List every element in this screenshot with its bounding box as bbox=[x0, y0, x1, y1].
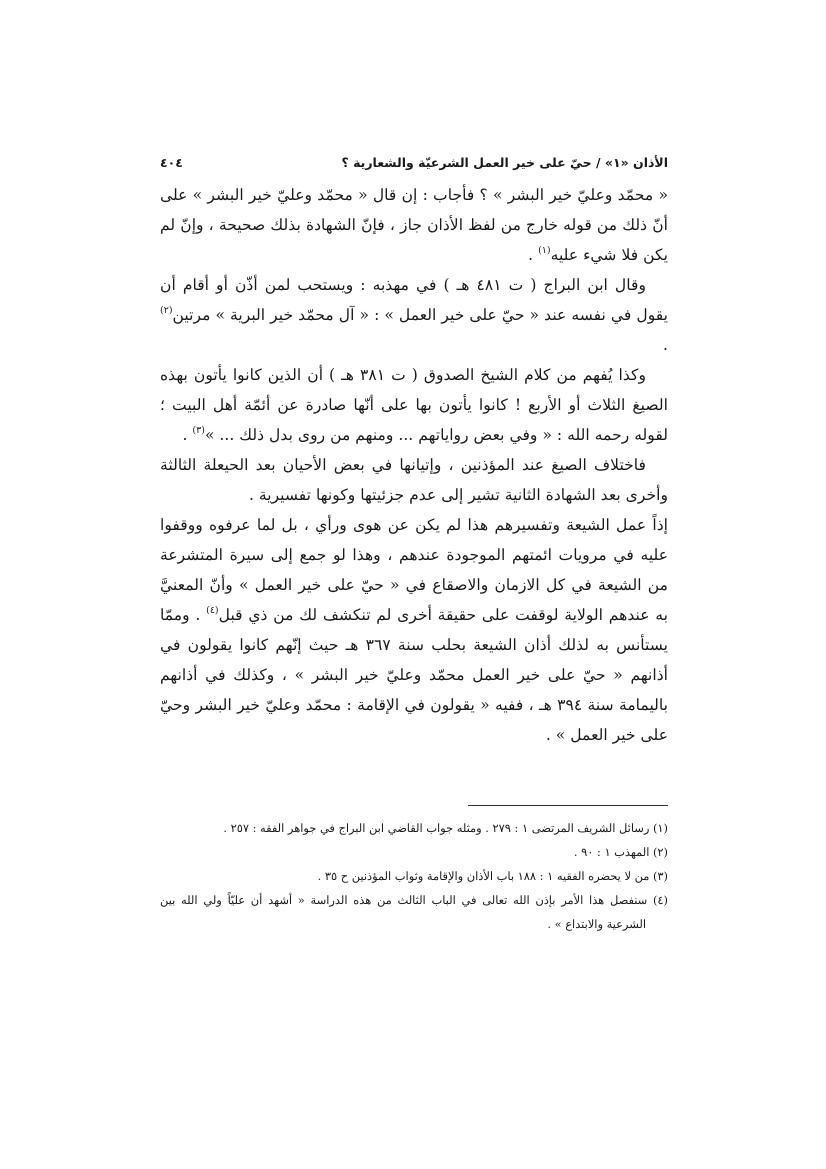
footnote-1: (١) رسائل الشريف المرتضى ١ : ٢٧٩ . ومثله جواب القاضي ابن البراج في جواهر الفقه : ٢٥٧ . bbox=[223, 821, 668, 835]
paragraph-5-continuation: . وممّا يستأنس به لذلك أذان الشيعة بحلب سنة ٣٦٧ هـ حيث إنّهم كانوا يقولون في أذانهم « حيّ على خير العمل محمّد وعليّ خير البشر » ، وكذلك في أذانهم باليمامة سنة ٣٩٤ هـ ، ففيه « يقولون في الإقامة : محمّد وعليّ خير البشر وحيّ على خير العمل » . bbox=[160, 606, 669, 744]
paragraph-2 bbox=[160, 270, 668, 360]
footnote-marker-2: (٢) bbox=[160, 305, 173, 316]
footnote-marker-3: (٣) bbox=[192, 425, 205, 436]
footnotes bbox=[160, 816, 668, 936]
footnote-separator bbox=[468, 805, 668, 806]
paragraph-1 bbox=[160, 180, 668, 270]
footnote-marker-1: (١) bbox=[538, 245, 551, 256]
running-title: الأذان «١» / حيّ على خير العمل الشرعيّة والشعارية ؟ bbox=[341, 154, 668, 170]
book-page bbox=[160, 148, 668, 1128]
paragraph-3-text: وكذا يُفهم من كلام الشيخ الصدوق ( ت ٣٨١ هـ ) أن الذين كانوا يأتون بهذه الصيغ الثلاث أو الأربع ! كانوا يأتون بها على أنّها صادرة عن أئمّة أهل البيت ؛ لقوله رحمه الله : « وفي بعض رواياتهم ... ومنهم من روى بدل ذلك ... » bbox=[160, 366, 668, 444]
paragraph-5 bbox=[160, 510, 668, 750]
footnote-2: (٢) المهذب ١ : ٩٠ . bbox=[573, 845, 668, 859]
footnote-3: (٣) من لا يحضره الفقيه ١ : ١٨٨ باب الأذان والإقامة وثواب المؤذنين ح ٣٥ . bbox=[317, 869, 668, 883]
paragraph-4: فاختلاف الصيغ عند المؤذنين ، وإتيانها في بعض الأحيان بعد الحيعلة الثالثة وأخرى بعد الشهادة الثانية تشير إلى عدم جزئيتها وكونها تفسيرية . bbox=[160, 456, 668, 504]
paragraph-3-tail: . bbox=[182, 426, 193, 444]
page-number: ٤٠٤ bbox=[160, 154, 183, 170]
paragraph-3 bbox=[160, 360, 668, 450]
paragraph-2-text: وقال ابن البراج ( ت ٤٨١ هـ ) في مهذبه : ويستحب لمن أذّن أو أقام أن يقول في نفسه عند « حيّ على خير العمل » : « آل محمّد خير البرية » مرتين bbox=[160, 276, 668, 324]
paragraph-2-tail: . bbox=[663, 336, 668, 354]
running-header bbox=[160, 148, 668, 176]
paragraph-1-tail: . bbox=[528, 246, 539, 264]
footnote-marker-4: (٤) bbox=[206, 605, 219, 616]
paragraph-1-text: « محمّد وعليّ خير البشر » ؟ فأجاب : إن قال « محمّد وعليّ خير البشر » على أنّ ذلك من قوله خارج من لفظ الأذان جاز ، فإنّ الشهادة بذلك صحيحة ، وإنّ لم يكن فلا شيء عليه bbox=[160, 186, 668, 264]
paragraph-5-text: إذاً عمل الشيعة وتفسيرهم هذا لم يكن عن هوى ورأي ، بل لما عرفوه ووقفوا عليه في مرويات ائمتهم الموجودة عندهم ، وهذا لو جمع إلى سيرة المتشرعة من الشيعة في كل الازمان والاصقاع في « حيّ على خير العمل » وأنّ المعنيَّ به عندهم الولاية لوقفت على حقيقة أخرى لم تنكشف لك من ذي قبل bbox=[160, 516, 668, 624]
footnote-4: (٤) سنفصل هذا الأمر بإذن الله تعالى في الباب الثالث من هذه الدراسة « أشهد أن عليّاً ولي الله بين الشرعية والابتداع » . bbox=[160, 893, 668, 931]
main-text bbox=[160, 180, 668, 750]
